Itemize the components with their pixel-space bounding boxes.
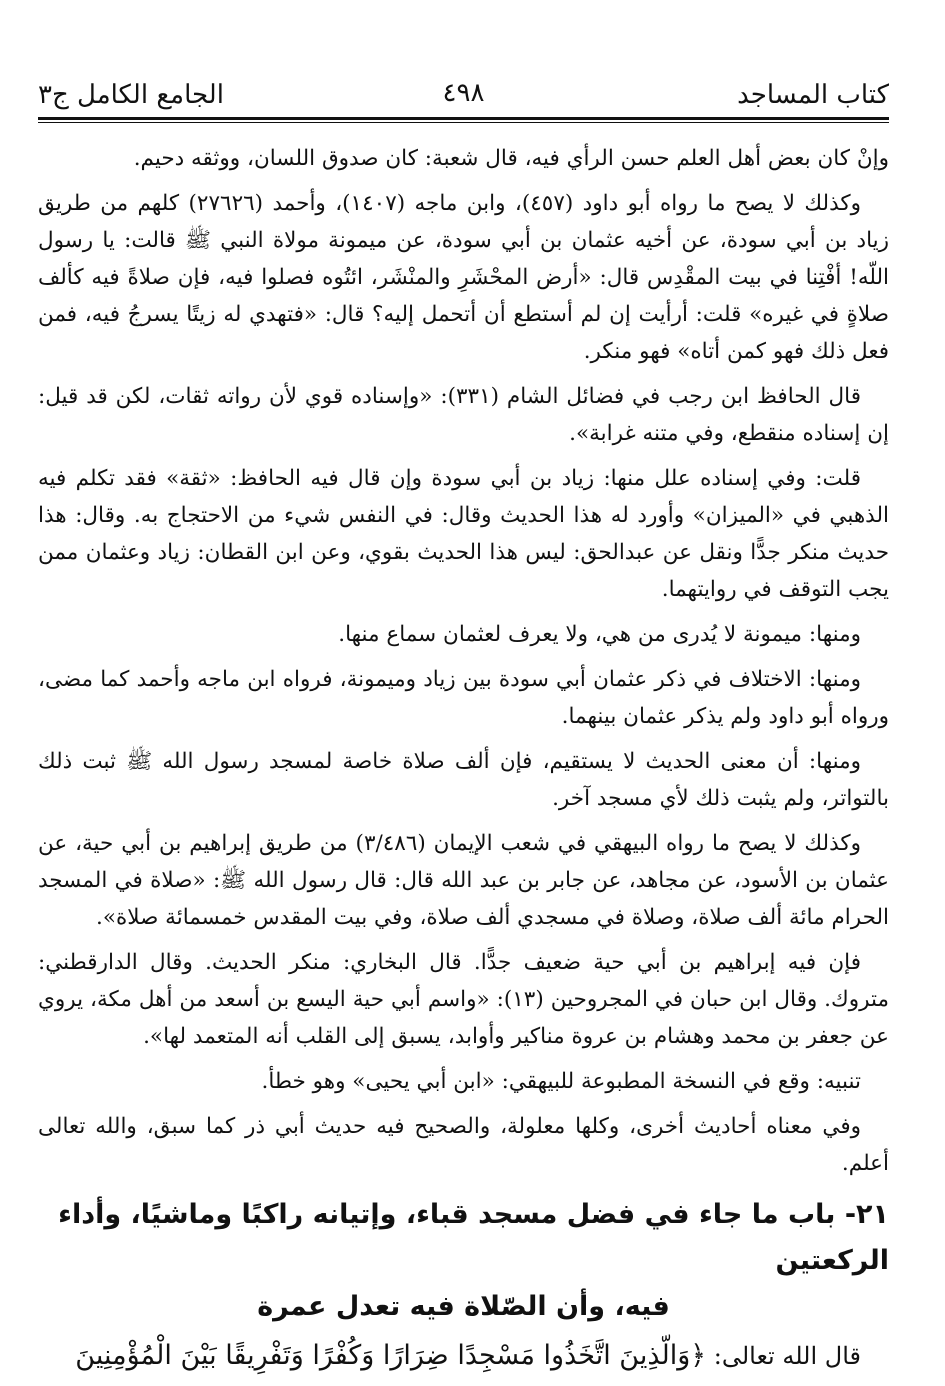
paragraph: وكذلك لا يصح ما رواه البيهقي في شعب الإيمان (٣/٤٨٦) من طريق إبراهيم بن أبي حية، عن عثمان بن الأسود، عن مجاهد، عن جابر بن عبد الله قال: قال رسول الله ﷺ: «صلاة في المسجد الحرام مائة ألف صلاة، وصلاة في مسجدي ألف صلاة، وفي بيت المقدس خمسمائة صلاة». <box>38 831 889 930</box>
paragraph: وإنْ كان بعض أهل العلم حسن الرأي فيه، قال شعبة: كان صدوق اللسان، ووثقه دحيم. <box>133 146 889 171</box>
chapter-heading-line: فيه، وأن الصّلاة فيه تعدل عمرة <box>257 1291 670 1322</box>
paragraph: وفي معناه أحاديث أخرى، وكلها معلولة، والصحيح فيه حديث أبي ذر كما سبق، والله تعالى أعلم. <box>38 1114 889 1176</box>
paragraph: قال الحافظ ابن رجب في فضائل الشام (٣٣١): «وإسناده قوي لأن رواته ثقات، لكن قد قيل: إن إسناده منقطع، وفي متنه غرابة». <box>38 384 889 446</box>
paragraph: ومنها: ميمونة لا يُدرى من هي، ولا يعرف لعثمان سماع منها. <box>338 622 861 647</box>
quran-verse: ﴿وَالَّذِينَ اتَّخَذُوا مَسْجِدًا ضِرَارًا وَكُفْرًا وَتَفْرِيقًا بَيْنَ الْمُؤْمِنِينَ <box>75 1340 707 1371</box>
header-section-title: كتاب المساجد <box>737 80 889 110</box>
paragraph: ومنها: أن معنى الحديث لا يستقيم، فإن ألف صلاة خاصة لمسجد رسول الله ﷺ ثبت ذلك بالتواتر، ولم يثبت ذلك لأي مسجد آخر. <box>38 749 889 811</box>
page-header <box>38 78 889 110</box>
paragraph: تنبيه: وقع في النسخة المطبوعة للبيهقي: «ابن أبي يحيى» وهو خطأ. <box>261 1069 861 1094</box>
page-number: ٤٩٨ <box>442 78 485 108</box>
paragraph: فإن فيه إبراهيم بن أبي حية ضعيف جدًّا. قال البخاري: منكر الحديث. وقال الدارقطني: متروك. وقال ابن حبان في المجروحين (١٣): «واسم أبي حية اليسع بن أسعد من أهل مكة، يروي عن جعفر بن محمد وهشام بن عروة مناكير وأوابد، يسبق إلى القلب أنه المتعمد لها». <box>38 950 889 1049</box>
chapter-heading-line: ٢١- باب ما جاء في فضل مسجد قباء، وإتيانه راكبًا وماشيًا، وأداء الركعتين <box>58 1199 889 1276</box>
chapter-heading <box>38 1192 889 1330</box>
paragraph: ومنها: الاختلاف في ذكر عثمان أبي سودة بين زياد وميمونة، فرواه ابن ماجه وأحمد كما مضى، ورواه أبو داود ولم يذكر عثمان بينهما. <box>38 667 889 729</box>
paragraph: وكذلك لا يصح ما رواه أبو داود (٤٥٧)، وابن ماجه (١٤٠٧)، وأحمد (٢٧٦٢٦) كلهم من طريق زياد بن أبي سودة، عن أخيه عثمان بن أبي سودة، عن ميمونة مولاة النبي ﷺ قالت: يا رسول اللّه! أفْتِنا في بيت المقْدِس قال: «أرض المحْشَرِ والمنْشَر، ائتُوه فصلوا فيه، فإن صلاةً فيه كألف صلاةٍ في غيره» قلت: أرأيت إن لم أستطع أن أتحمل إليه؟ قال: «فتهدي له زيتًا يسرجُ فيه، فمن فعل ذلك فهو كمن أتاه» فهو منكر. <box>38 191 889 364</box>
quran-citation <box>38 1334 889 1378</box>
header-rule <box>38 117 889 123</box>
citation-intro: قال الله تعالى: <box>706 1342 861 1370</box>
header-book-title: الجامع الكامل ج٣ <box>38 80 224 110</box>
page-body <box>38 140 889 1386</box>
paragraph: قلت: وفي إسناده علل منها: زياد بن أبي سودة وإن قال فيه الحافظ: «ثقة» فقد تكلم فيه الذهبي في «الميزان» وأورد له هذا الحديث وقال: في النفس شيء من الاحتجاج به. وقال: هذا حديث منكر جدًّا ونقل عن عبدالحق: ليس هذا الحديث بقوي، وعن ابن القطان: زياد وعثمان ممن يجب التوقف في روايتهما. <box>38 466 889 602</box>
